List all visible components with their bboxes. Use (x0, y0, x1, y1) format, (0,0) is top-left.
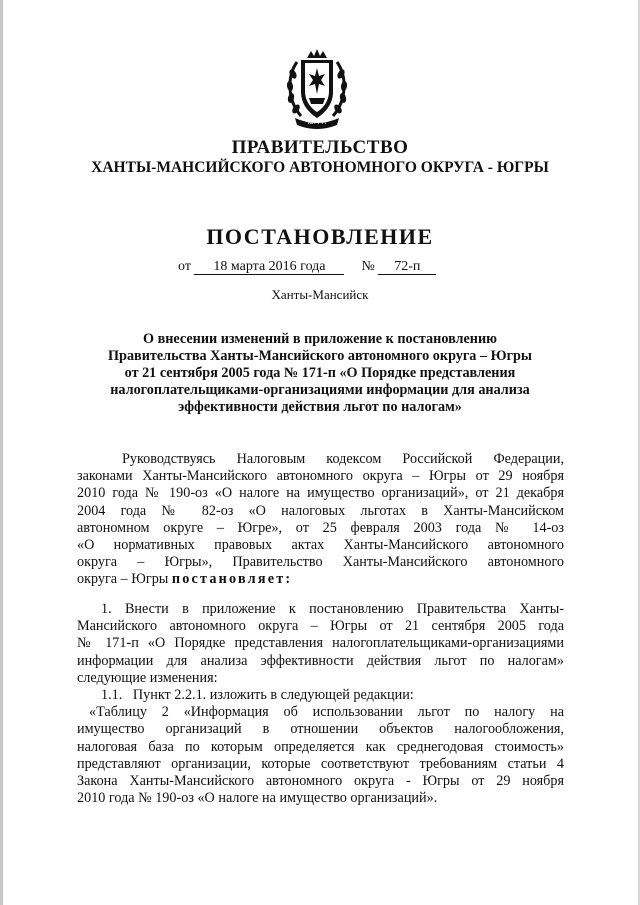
preamble-line: законами Ханты-Мансийского автономного округа – Югры от 29 ноября (77, 468, 564, 485)
scan-edge-left (0, 0, 3, 905)
quote-line: «Таблицу 2 «Информация об использовании льгот по налогу на (89, 704, 564, 721)
resolution-verb: постановляет: (171, 571, 293, 588)
preamble-line: автономном округе – Югре», от 25 февраля 2003 года № 14-оз (77, 519, 564, 536)
preamble-line: 2010 года № 190-оз «О налоге на имущество организаций», от 21 декабря (77, 485, 564, 502)
preamble-line: Руководствуясь Налоговым кодексом Российской Федерации, (122, 451, 564, 467)
preamble-line: округа – Югры», Правительство Ханты-Мансийского автономного (77, 554, 564, 571)
subject-line: эффективности действия льгот по налогам» (178, 399, 462, 415)
quote-line: 2010 года № 190-оз «О налоге на имущество организаций». (77, 790, 438, 807)
section-1-line: 1. Внести в приложение к постановлению Правительства Ханты- (101, 601, 564, 617)
government-title: ПРАВИТЕЛЬСТВО (231, 137, 409, 158)
subject-line: от 21 сентября 2005 года № 171-п «О Порядке представления (124, 365, 516, 381)
document-number: 72-п (378, 259, 436, 275)
date-number-line (178, 259, 436, 275)
item-1-1: 1.1. Пункт 2.2.1. изложить в следующей редакции: (101, 687, 414, 704)
emblem-caption: ЮГРА (307, 120, 327, 126)
government-subtitle: ХАНТЫ-МАНСИЙСКОГО АВТОНОМНОГО ОКРУГА - ЮГРЫ (91, 159, 549, 176)
quote-line: налоговая база по которым определяется как среднегодовая стоимость» (77, 738, 564, 755)
document-type: ПОСТАНОВЛЕНИЕ (206, 224, 434, 249)
preamble-paragraph (77, 451, 564, 589)
preamble-line: 2004 года № 82-оз «О налоговых льготах в Ханты-Мансийском (77, 502, 564, 519)
preamble-last-line (77, 571, 564, 588)
quote-line: имущество организаций в отношении объектов налогообложения, (77, 721, 564, 738)
section-1-line: № 171-п «О Порядке представления налогоплательщиками-организациями (77, 635, 564, 652)
quote-line: Закона Ханты-Мансийского автономного округа - Югры от 29 ноября (77, 773, 564, 790)
quote-line: представляют организации, которые соответствуют требованиям статьи 4 (77, 755, 564, 772)
document-subject (60, 331, 580, 416)
preamble-last-prefix: округа – Югры (77, 571, 169, 588)
document-city: Ханты-Мансийск (271, 287, 369, 302)
date-prefix: от (178, 259, 191, 274)
section-1-line: информации для анализа эффективности действия льгот по налогам» (77, 652, 564, 669)
document-date: 18 марта 2016 года (194, 259, 344, 275)
subject-line: Правительства Ханты-Мансийского автономного округа – Югры (108, 348, 532, 364)
section-1-line: следующие изменения: (77, 669, 218, 686)
section-1-line: Мансийского автономного округа – Югры от 21 сентября 2005 года (77, 618, 564, 635)
preamble-line: «О нормативных правовых актах Ханты-Мансийского автономного (77, 537, 564, 554)
section-1 (77, 601, 564, 807)
subject-line: О внесении изменений в приложение к постановлению (142, 331, 497, 347)
number-prefix: № (361, 259, 375, 274)
subject-line: налогоплательщиками-организациями информации для анализа (110, 382, 530, 398)
